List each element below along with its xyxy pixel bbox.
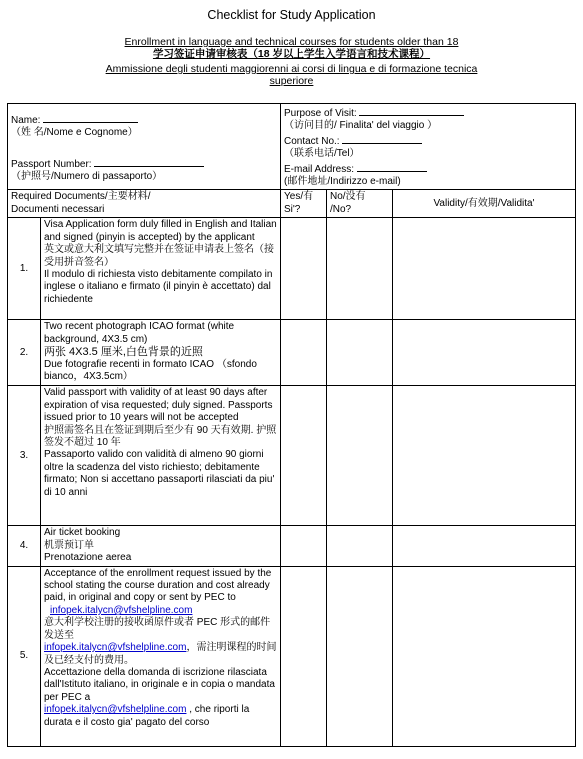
validity-cell[interactable]: [393, 526, 576, 566]
purpose-label: Purpose of Visit:: [284, 108, 357, 119]
passport-label: Passport Number:: [11, 158, 92, 170]
row-text-it: Prenotazione aerea: [44, 552, 132, 564]
name-line: [11, 112, 277, 127]
email-label: E-mail Address:: [284, 163, 355, 175]
yes-checkbox-cell[interactable]: [281, 566, 327, 746]
row-number: 5.: [8, 566, 41, 746]
header-no-line-2: /No?: [330, 203, 352, 215]
header-docs-line-1: Required Documents/主要材料/: [11, 191, 151, 203]
row-text-zh: 意大利学校注册的接收函原件或者 PEC 形式的邮件发送至: [44, 617, 271, 641]
validity-cell[interactable]: [393, 218, 576, 320]
header-documents: [8, 190, 281, 218]
pec-email-link[interactable]: infopek.italycn@vfshelpline.com: [44, 642, 187, 654]
row-text-it: Passaporto valido con validità di almeno 90 giorni oltre la scadenza del visto richiesto; debitamente firmato; Non si accettano passaporti rilasciati da piu' di 10 anni: [44, 449, 275, 498]
table-row: [8, 218, 576, 320]
row-text-it-2: [44, 704, 277, 729]
contact-sub: （联系电话/Tel）: [284, 148, 360, 160]
no-checkbox-cell[interactable]: [327, 526, 393, 566]
applicant-info-row: [8, 104, 576, 190]
email-field[interactable]: [357, 161, 427, 172]
table-row: [8, 320, 576, 386]
header-validity: Validity/有效期/Validita': [393, 190, 576, 218]
row-text-it: Accettazione della domanda di iscrizione rilasciata dall'Istituto italiano, in originale e in copia o mandata per PEC a: [44, 666, 275, 703]
subtitle-italian: Ammissione degli studenti maggiorenni ai corsi di lingua e di formazione tecnica: [105, 63, 478, 75]
pec-email-link[interactable]: infopek.italycn@vfshelpline.com: [50, 604, 193, 616]
name-sub: （姓 名/Nome e Cognome）: [11, 127, 138, 139]
no-checkbox-cell[interactable]: [327, 218, 393, 320]
no-checkbox-cell[interactable]: [327, 566, 393, 746]
row-number: 1.: [8, 218, 41, 320]
table-row: [8, 566, 576, 746]
yes-checkbox-cell[interactable]: [281, 320, 327, 386]
validity-cell[interactable]: [393, 320, 576, 386]
header-yes-line-1: Yes/有: [284, 191, 314, 203]
pec-email-link[interactable]: infopek.italycn@vfshelpline.com: [44, 704, 187, 716]
subtitle-english: Enrollment in language and technical courses for students older than 18: [124, 36, 459, 48]
checklist-table: [7, 103, 576, 747]
row-text-it-tail: , che riporti la durata e il costo gia' pagato del corso: [44, 704, 250, 728]
row-number: 3.: [8, 386, 41, 526]
row-text-it: Il modulo di richiesta visto debitamente compilato in inglese o italiano e firmato (il pinyin è accettato) dal richiedente: [44, 269, 273, 305]
passport-line: [11, 156, 277, 171]
row-text-zh: 两张 4X3.5 厘米,白色背景的近照: [44, 346, 203, 359]
header-no-line-1: No/没有: [330, 191, 366, 203]
contact-field[interactable]: [342, 133, 422, 144]
email-sub: (邮件地址/Indirizzo e-mail): [284, 176, 401, 188]
validity-cell[interactable]: [393, 566, 576, 746]
row-description: [41, 566, 281, 746]
header-docs-line-2: Documenti necessari: [11, 203, 105, 215]
yes-checkbox-cell[interactable]: [281, 526, 327, 566]
row-text-zh-2: [44, 642, 277, 667]
contact-label: Contact No.:: [284, 135, 340, 147]
no-checkbox-cell[interactable]: [327, 386, 393, 526]
row-text-en: Two recent photograph ICAO format (white background, 4X3.5 cm): [44, 321, 235, 345]
contact-line: [284, 133, 572, 148]
yes-checkbox-cell[interactable]: [281, 218, 327, 320]
row-number: 2.: [8, 320, 41, 386]
name-label: Name:: [11, 115, 41, 126]
email-line: [284, 161, 572, 176]
row-text-it: Due fotografie recenti in formato ICAO （sfondo bianco，4X3.5cm）: [44, 358, 257, 383]
header-row: [8, 190, 576, 218]
header-yes: [281, 190, 327, 218]
passport-field[interactable]: [94, 156, 204, 167]
name-field[interactable]: [43, 112, 138, 123]
row-description: [41, 320, 281, 386]
subtitle-italian-2: superiore: [269, 75, 314, 87]
row-description: [41, 218, 281, 320]
purpose-line: [284, 105, 572, 120]
validity-cell[interactable]: [393, 386, 576, 526]
applicant-left-cell: [8, 104, 281, 190]
row-text-zh: 护照需签名且在签证到期后至少有 90 天有效期. 护照签发不超过 10 年: [44, 424, 277, 449]
table-row: [8, 526, 576, 566]
row-text-en: Visa Application form duly filled in English and Italian and signed (pinyin is accepted) by the applicant: [44, 219, 277, 243]
applicant-right-cell: [281, 104, 576, 190]
row-description: [41, 526, 281, 566]
row-text-en: Acceptance of the enrollment request issued by the school stating the course duration and cost already paid, in original and copy or sent by PEC to: [44, 567, 272, 604]
table-row: [8, 386, 576, 526]
header-yes-line-2: Si'?: [284, 203, 301, 215]
purpose-sub: （访问目的/ Finalita' del viaggio ）: [284, 120, 438, 132]
row-text-en: Air ticket booking: [44, 527, 121, 539]
row-number: 4.: [8, 526, 41, 566]
page-title: Checklist for Study Application: [207, 8, 376, 22]
passport-sub: （护照号/Numero di passaporto）: [11, 171, 163, 183]
row-text-en: Valid passport with validity of at least 90 days after expiration of visa requested; duly signed. Passports issued prior to 10 years will not be accepted: [44, 387, 273, 424]
row-text-zh: 英文或意大利文填写完整并在签证申请表上签名（接受用拼音签名）: [44, 244, 274, 268]
row-text-zh-tail: ，需注明课程的时间及已经支付的费用。: [44, 642, 277, 666]
no-checkbox-cell[interactable]: [327, 320, 393, 386]
row-text-zh: 机票预订单: [44, 539, 94, 551]
subtitle-chinese: 学习签证申请审核表（18 岁以上学生入学语言和技术课程）: [152, 48, 431, 60]
purpose-field[interactable]: [359, 105, 464, 116]
yes-checkbox-cell[interactable]: [281, 386, 327, 526]
row-description: [41, 386, 281, 526]
header-no: [327, 190, 393, 218]
